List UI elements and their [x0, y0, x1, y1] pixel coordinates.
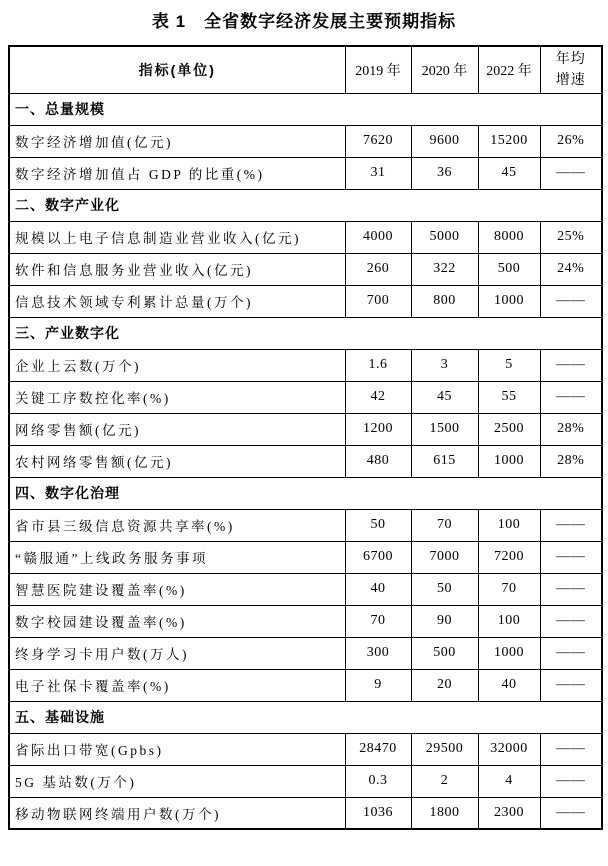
year-value-cell: 29500: [411, 733, 478, 765]
year-value-cell: 1000: [478, 445, 540, 477]
table-row: [9, 541, 602, 573]
year-value-cell: 100: [478, 509, 540, 541]
indicator-label: 省际出口带宽(Gpbs): [9, 733, 345, 765]
table-row: [9, 349, 602, 381]
year-value-cell: 8000: [478, 221, 540, 253]
table-row: [9, 221, 602, 253]
growth-value-cell: 25%: [540, 221, 602, 253]
indicator-label: “赣服通”上线政务服务事项: [9, 541, 345, 573]
growth-value-cell: ——: [540, 797, 602, 829]
indicator-label: 5G 基站数(万个): [9, 765, 345, 797]
year-value-cell: 800: [411, 285, 478, 317]
growth-value-cell: 26%: [540, 125, 602, 157]
year-value-cell: 15200: [478, 125, 540, 157]
year-value-cell: 70: [478, 573, 540, 605]
growth-value-cell: 24%: [540, 253, 602, 285]
year-value-cell: 6700: [345, 541, 411, 573]
header-year-2020: 2020 年: [411, 46, 478, 93]
year-value-cell: 20: [411, 669, 478, 701]
section-header-row: [9, 701, 602, 733]
year-value-cell: 1000: [478, 285, 540, 317]
header-year-2022: 2022 年: [478, 46, 540, 93]
year-value-cell: 40: [345, 573, 411, 605]
year-value-cell: 40: [478, 669, 540, 701]
year-value-cell: 100: [478, 605, 540, 637]
year-value-cell: 36: [411, 157, 478, 189]
year-value-cell: 500: [478, 253, 540, 285]
indicator-label: 农村网络零售额(亿元): [9, 445, 345, 477]
growth-value-cell: 28%: [540, 445, 602, 477]
table-row: [9, 573, 602, 605]
year-value-cell: 1000: [478, 637, 540, 669]
section-header-row: [9, 477, 602, 509]
table-row: [9, 381, 602, 413]
growth-value-cell: ——: [540, 669, 602, 701]
growth-value-cell: 28%: [540, 413, 602, 445]
indicator-label: 省市县三级信息资源共享率(%): [9, 509, 345, 541]
year-value-cell: 1036: [345, 797, 411, 829]
section-header-row: [9, 189, 602, 221]
year-value-cell: 7620: [345, 125, 411, 157]
section-header-label: 五、基础设施: [9, 701, 602, 733]
header-annual-growth-label: 年均增速: [555, 51, 586, 88]
document-page: [0, 7, 608, 866]
table-row: [9, 253, 602, 285]
indicator-label: 移动物联网终端用户数(万个): [9, 797, 345, 829]
year-value-cell: 260: [345, 253, 411, 285]
year-value-cell: 45: [411, 381, 478, 413]
indicator-label: 数字校园建设覆盖率(%): [9, 605, 345, 637]
growth-value-cell: ——: [540, 541, 602, 573]
growth-value-cell: ——: [540, 573, 602, 605]
year-value-cell: 2: [411, 765, 478, 797]
indicator-label: 信息技术领域专利累计总量(万个): [9, 285, 345, 317]
year-value-cell: 9600: [411, 125, 478, 157]
growth-value-cell: ——: [540, 605, 602, 637]
year-value-cell: 70: [411, 509, 478, 541]
year-value-cell: 90: [411, 605, 478, 637]
table-title: 表 1 全省数字经济发展主要预期指标: [151, 12, 457, 31]
table-row: [9, 285, 602, 317]
year-value-cell: 4000: [345, 221, 411, 253]
table-row: [9, 637, 602, 669]
table-row: [9, 797, 602, 829]
table-row: [9, 733, 602, 765]
growth-value-cell: ——: [540, 765, 602, 797]
growth-value-cell: ——: [540, 509, 602, 541]
section-header-label: 三、产业数字化: [9, 317, 602, 349]
table-row: [9, 413, 602, 445]
table-row: [9, 669, 602, 701]
header-annual-growth: [540, 46, 602, 93]
year-value-cell: 31: [345, 157, 411, 189]
year-value-cell: 1.6: [345, 349, 411, 381]
year-value-cell: 1200: [345, 413, 411, 445]
table-row: [9, 125, 602, 157]
table-row: [9, 445, 602, 477]
indicators-table-body: [9, 93, 602, 829]
indicator-label: 规模以上电子信息制造业营业收入(亿元): [9, 221, 345, 253]
table-row: [9, 157, 602, 189]
header-year-2019: 2019 年: [345, 46, 411, 93]
growth-value-cell: ——: [540, 349, 602, 381]
year-value-cell: 7000: [411, 541, 478, 573]
year-value-cell: 1800: [411, 797, 478, 829]
growth-value-cell: ——: [540, 733, 602, 765]
year-value-cell: 50: [411, 573, 478, 605]
section-header-label: 二、数字产业化: [9, 189, 602, 221]
year-value-cell: 700: [345, 285, 411, 317]
year-value-cell: 322: [411, 253, 478, 285]
year-value-cell: 45: [478, 157, 540, 189]
table-row: [9, 605, 602, 637]
year-value-cell: 7200: [478, 541, 540, 573]
year-value-cell: 500: [411, 637, 478, 669]
year-value-cell: 32000: [478, 733, 540, 765]
indicator-label: 终身学习卡用户数(万人): [9, 637, 345, 669]
growth-value-cell: ——: [540, 637, 602, 669]
year-value-cell: 9: [345, 669, 411, 701]
indicator-label: 智慧医院建设覆盖率(%): [9, 573, 345, 605]
year-value-cell: 55: [478, 381, 540, 413]
year-value-cell: 0.3: [345, 765, 411, 797]
year-value-cell: 4: [478, 765, 540, 797]
indicators-table: [8, 45, 603, 830]
year-value-cell: 70: [345, 605, 411, 637]
year-value-cell: 42: [345, 381, 411, 413]
year-value-cell: 480: [345, 445, 411, 477]
growth-value-cell: ——: [540, 157, 602, 189]
year-value-cell: 2300: [478, 797, 540, 829]
indicator-label: 关键工序数控化率(%): [9, 381, 345, 413]
year-value-cell: 5: [478, 349, 540, 381]
year-value-cell: 5000: [411, 221, 478, 253]
year-value-cell: 50: [345, 509, 411, 541]
growth-value-cell: ——: [540, 381, 602, 413]
indicator-label: 企业上云数(万个): [9, 349, 345, 381]
year-value-cell: 615: [411, 445, 478, 477]
growth-value-cell: ——: [540, 285, 602, 317]
indicator-label: 软件和信息服务业营业收入(亿元): [9, 253, 345, 285]
header-indicator-unit: 指标(单位): [9, 46, 345, 93]
year-value-cell: 2500: [478, 413, 540, 445]
table-row: [9, 765, 602, 797]
indicator-label: 网络零售额(亿元): [9, 413, 345, 445]
section-header-row: [9, 317, 602, 349]
indicator-label: 数字经济增加值占 GDP 的比重(%): [9, 157, 345, 189]
year-value-cell: 300: [345, 637, 411, 669]
section-header-row: [9, 93, 602, 125]
section-header-label: 一、总量规模: [9, 93, 602, 125]
year-value-cell: 28470: [345, 733, 411, 765]
indicator-label: 数字经济增加值(亿元): [9, 125, 345, 157]
year-value-cell: 3: [411, 349, 478, 381]
indicator-label: 电子社保卡覆盖率(%): [9, 669, 345, 701]
section-header-label: 四、数字化治理: [9, 477, 602, 509]
table-header-row: [9, 46, 602, 93]
table-row: [9, 509, 602, 541]
year-value-cell: 1500: [411, 413, 478, 445]
